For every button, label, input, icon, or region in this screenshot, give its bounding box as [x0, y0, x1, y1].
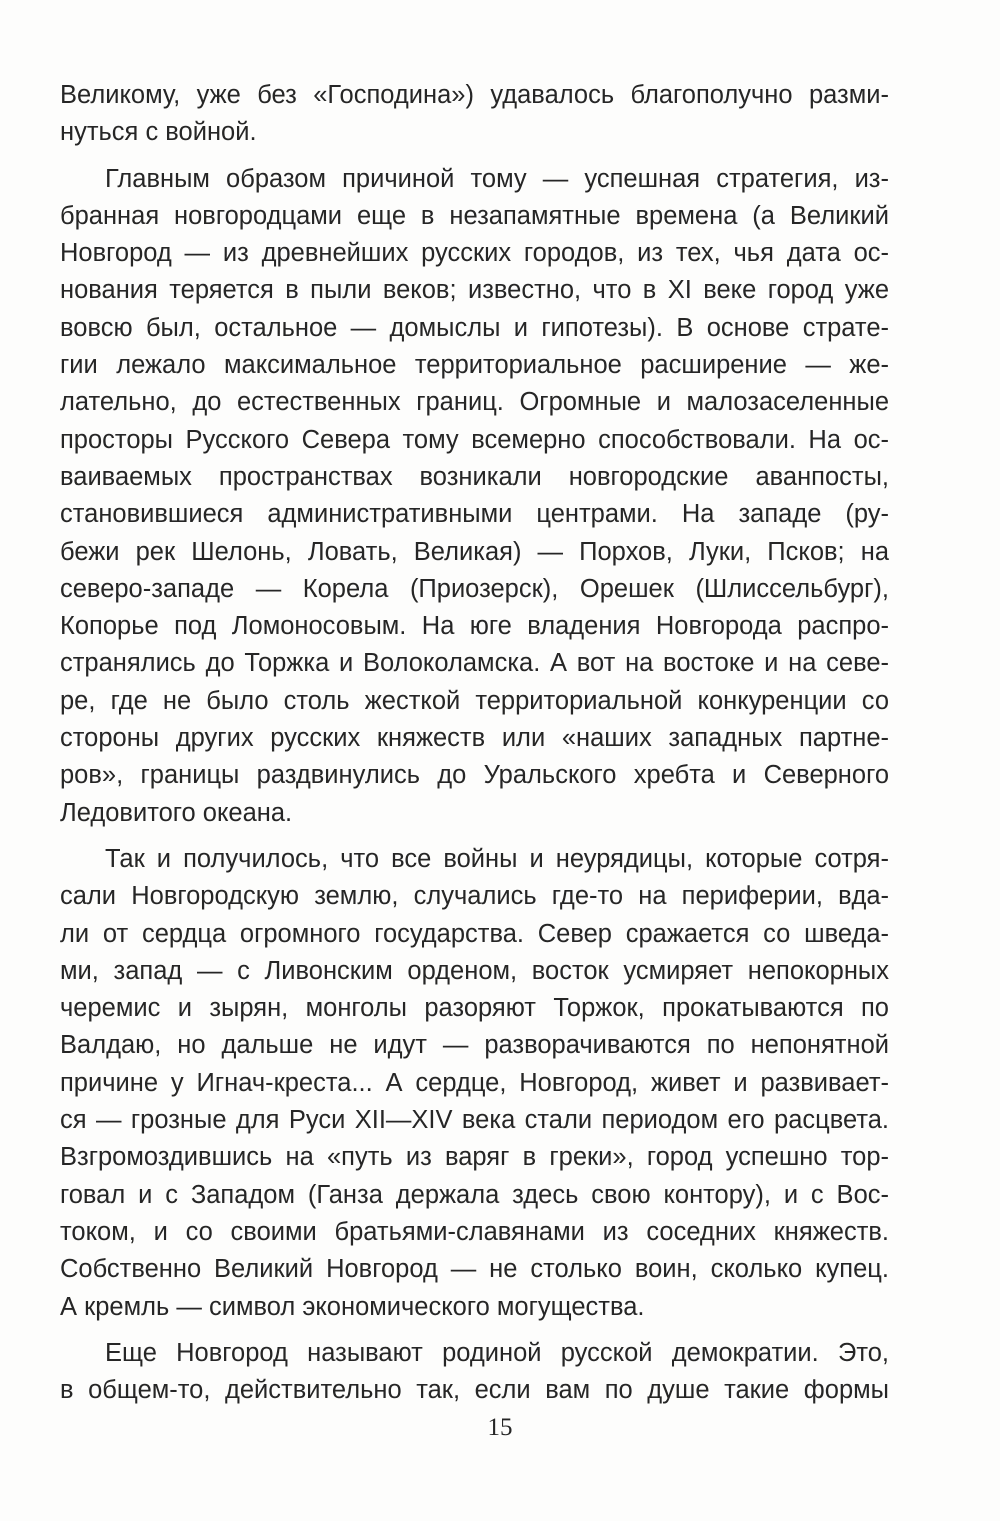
- paragraph-2: [60, 161, 889, 832]
- text-line: нования теряется в пыли веков; известно, что в XI веке город уже: [60, 276, 889, 305]
- text-line: причине у Игнач-креста... А сердце, Новгород, живет и развивает-: [60, 1068, 889, 1097]
- text-line: Еще Новгород называют родиной русской демократии. Это,: [105, 1338, 889, 1367]
- text-line: ров», границы раздвинулись до Уральского хребта и Северного: [60, 761, 889, 790]
- text-line: ми, запад — с Ливонским орденом, восток усмиряет непокорных: [60, 956, 889, 985]
- text-line: Ледовитого океана.: [60, 798, 293, 827]
- text-line: Так и получилось, что все войны и неурядицы, которые сотря-: [105, 844, 889, 873]
- text-line: странялись до Торжка и Волоколамска. А вот на востоке и на севе-: [60, 649, 889, 678]
- text-line: говал и с Западом (Ганза держала здесь свою контору), и с Вос-: [60, 1180, 889, 1209]
- text-line: лательно, до естественных границ. Огромные и малозаселенные: [60, 388, 889, 417]
- text-line: сали Новгородскую землю, случались где-то на периферии, вда-: [60, 882, 889, 911]
- text-line: ваиваемых пространствах возникали новгородские аванпосты,: [60, 462, 889, 491]
- text-line: Копорье под Ломоносовым. На юге владения Новгорода распро-: [60, 612, 889, 641]
- text-line: северо-западе — Корела (Приозерск), Орешек (Шлиссельбург),: [60, 574, 889, 603]
- text-line: просторы Русского Севера тому всемерно способствовали. На ос-: [60, 425, 889, 454]
- text-line: Собственно Великий Новгород — не столько воин, сколько купец.: [60, 1255, 889, 1284]
- text-line: гии лежало максимальное территориальное расширение — же-: [60, 351, 889, 380]
- text-line: черемис и зырян, монголы разоряют Торжок, прокатываются по: [60, 994, 889, 1023]
- text-line: ли от сердца огромного государства. Север сражается со шведа-: [60, 919, 889, 948]
- text-line: становившиеся административными центрами. На западе (ру-: [60, 500, 889, 529]
- text-line: нуться с войной.: [60, 118, 257, 147]
- text-line: Новгород — из древнейших русских городов, из тех, чья дата ос-: [60, 239, 889, 268]
- text-line: Взгромоздившись на «путь из варяг в греки», город успешно тор-: [60, 1143, 889, 1172]
- text-line: бежи рек Шелонь, Ловать, Великая) — Порхов, Луки, Псков; на: [60, 537, 889, 566]
- text-line: вовсю был, остальное — домыслы и гипотезы). В основе страте-: [60, 313, 889, 342]
- text-line: А кремль — символ экономического могущества.: [60, 1292, 645, 1321]
- text-line: Валдаю, но дальше не идут — разворачиваются по непонятной: [60, 1031, 889, 1060]
- paragraph-4: [60, 1335, 889, 1410]
- text-line: ся — грозные для Руси XII—XIV века стали периодом его расцвета.: [60, 1106, 889, 1135]
- text-line: бранная новгородцами еще в незапамятные времена (а Великий: [60, 201, 889, 230]
- text-line: Великому, уже без «Господина») удавалось благополучно разми-: [60, 81, 889, 109]
- page-number: 15: [487, 1414, 513, 1441]
- text-line: стороны других русских княжеств или «наших западных партне-: [60, 724, 889, 753]
- text-line: током, и со своими братьями-славянами из соседних княжеств.: [60, 1217, 889, 1246]
- text-line: Главным образом причиной тому — успешная стратегия, из-: [105, 164, 889, 193]
- paragraph-3: [60, 841, 889, 1326]
- text-line: ре, где не было столь жесткой территориальной конкуренции со: [60, 686, 889, 715]
- text-line: в общем-то, действительно так, если вам по душе такие формы: [60, 1376, 889, 1405]
- body-text: [60, 77, 889, 1409]
- paragraph-1: [60, 77, 889, 152]
